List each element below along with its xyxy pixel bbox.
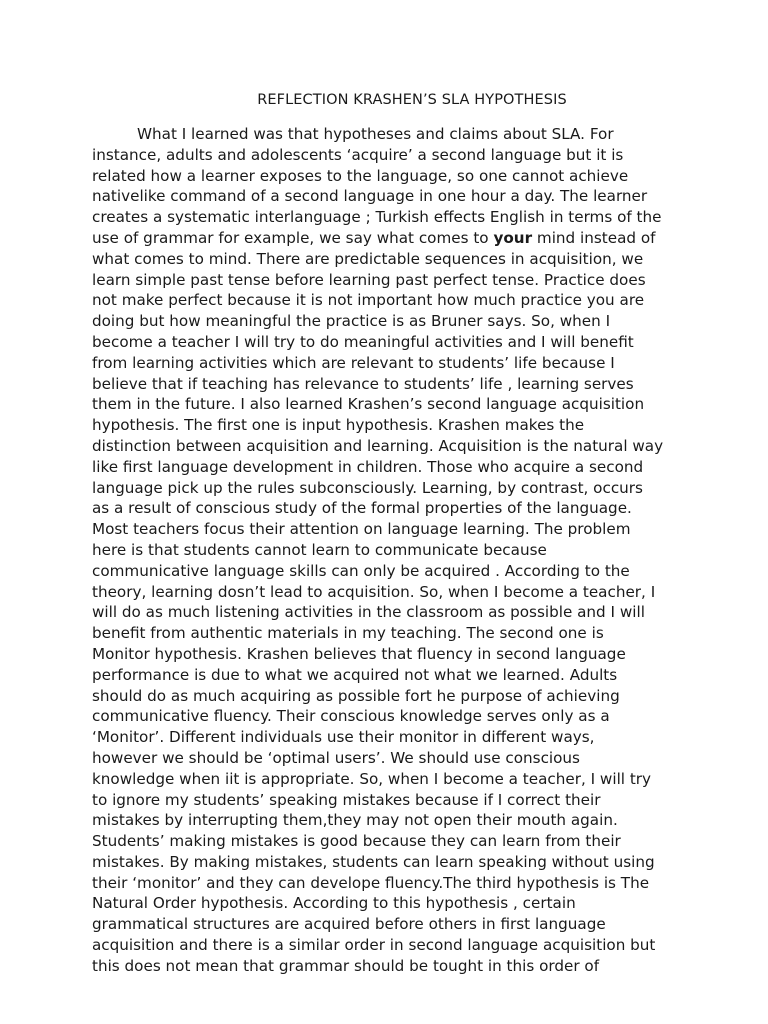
text-line: this does not mean that grammar should be tought in this order of	[92, 956, 600, 975]
text-line: learn simple past tense before learning past perfect tense. Practice does	[92, 270, 646, 289]
text-line: related how a learner exposes to the language, so one cannot achieve	[92, 166, 629, 185]
text-line: benefit from authentic materials in my teaching. The second one is	[92, 624, 604, 643]
text-line: them in the future. I also learned Krashen’s second language acquisition	[92, 395, 645, 414]
text-line: nativelike command of a second language in one hour a day. The learner	[92, 187, 648, 206]
text-line: to ignore my students’ speaking mistakes because if I correct their	[92, 790, 601, 809]
text-line: believe that if teaching has relevance to students’ life , learning serves	[92, 374, 634, 393]
text-line: here is that students cannot learn to communicate because	[92, 540, 547, 559]
text-line: like first language development in children. Those who acquire a second	[92, 457, 644, 476]
text-segment: mind instead of	[532, 228, 656, 247]
text-line: Students’ making mistakes is good because they can learn from their	[92, 832, 621, 851]
text-line: will do as much listening activities in the classroom as possible and I will	[92, 603, 645, 622]
text-line: as a result of conscious study of the formal properties of the language.	[92, 499, 632, 518]
document-title: REFLECTION KRASHEN’S SLA HYPOTHESIS	[257, 92, 567, 108]
text-line: their ‘monitor’ and they can develope fluency.The third hypothesis is The	[92, 873, 650, 892]
bold-word: your	[493, 228, 533, 247]
text-line: theory, learning dosn’t lead to acquisition. So, when I become a teacher, I	[92, 582, 656, 601]
text-line: hypothesis. The first one is input hypothesis. Krashen makes the	[92, 416, 585, 435]
text-line: communicative fluency. Their conscious knowledge serves only as a	[92, 707, 610, 726]
text-line: Natural Order hypothesis. According to this hypothesis , certain	[92, 894, 576, 913]
text-line: doing but how meaningful the practice is as Bruner says. So, when I	[92, 312, 611, 331]
text-line: Most teachers focus their attention on language learning. The problem	[92, 520, 631, 539]
text-line: Monitor hypothesis. Krashen believes that fluency in second language	[92, 644, 626, 663]
text-line: communicative language skills can only be acquired . According to the	[92, 561, 630, 580]
document-body	[92, 124, 692, 977]
text-line-with-bold	[92, 228, 692, 249]
text-line: mistakes. By making mistakes, students can learn speaking without using	[92, 852, 655, 871]
text-line: creates a systematic interlanguage ; Turkish effects English in terms of the	[92, 208, 662, 227]
text-line: acquisition and there is a similar order in second language acquisition but	[92, 936, 656, 955]
text-line: distinction between acquisition and learning. Acquisition is the natural way	[92, 436, 664, 455]
text-line: however we should be ‘optimal users’. We should use conscious	[92, 748, 580, 767]
text-line: ‘Monitor’. Different individuals use their monitor in different ways,	[92, 728, 595, 747]
text-line: knowledge when iit is appropriate. So, when I become a teacher, I will try	[92, 769, 652, 788]
text-line: performance is due to what we acquired not what we learned. Adults	[92, 665, 618, 684]
text-segment: use of grammar for example, we say what comes to	[92, 228, 494, 247]
text-line: not make perfect because it is not important how much practice you are	[92, 291, 645, 310]
text-line: become a teacher I will try to do meaningful activities and I will benefit	[92, 332, 634, 351]
text-line: language pick up the rules subconsciously. Learning, by contrast, occurs	[92, 478, 643, 497]
text-line: what comes to mind. There are predictable sequences in acquisition, we	[92, 249, 644, 268]
text-line: instance, adults and adolescents ‘acquire’ a second language but it is	[92, 145, 624, 164]
text-line: from learning activities which are relevant to students’ life because I	[92, 353, 615, 372]
text-line: What I learned was that hypotheses and claims about SLA. For	[137, 125, 614, 143]
text-line: grammatical structures are acquired before others in first language	[92, 915, 606, 934]
text-line: mistakes by interrupting them,they may not open their mouth again.	[92, 811, 618, 830]
text-line: should do as much acquiring as possible fort he purpose of achieving	[92, 686, 620, 705]
